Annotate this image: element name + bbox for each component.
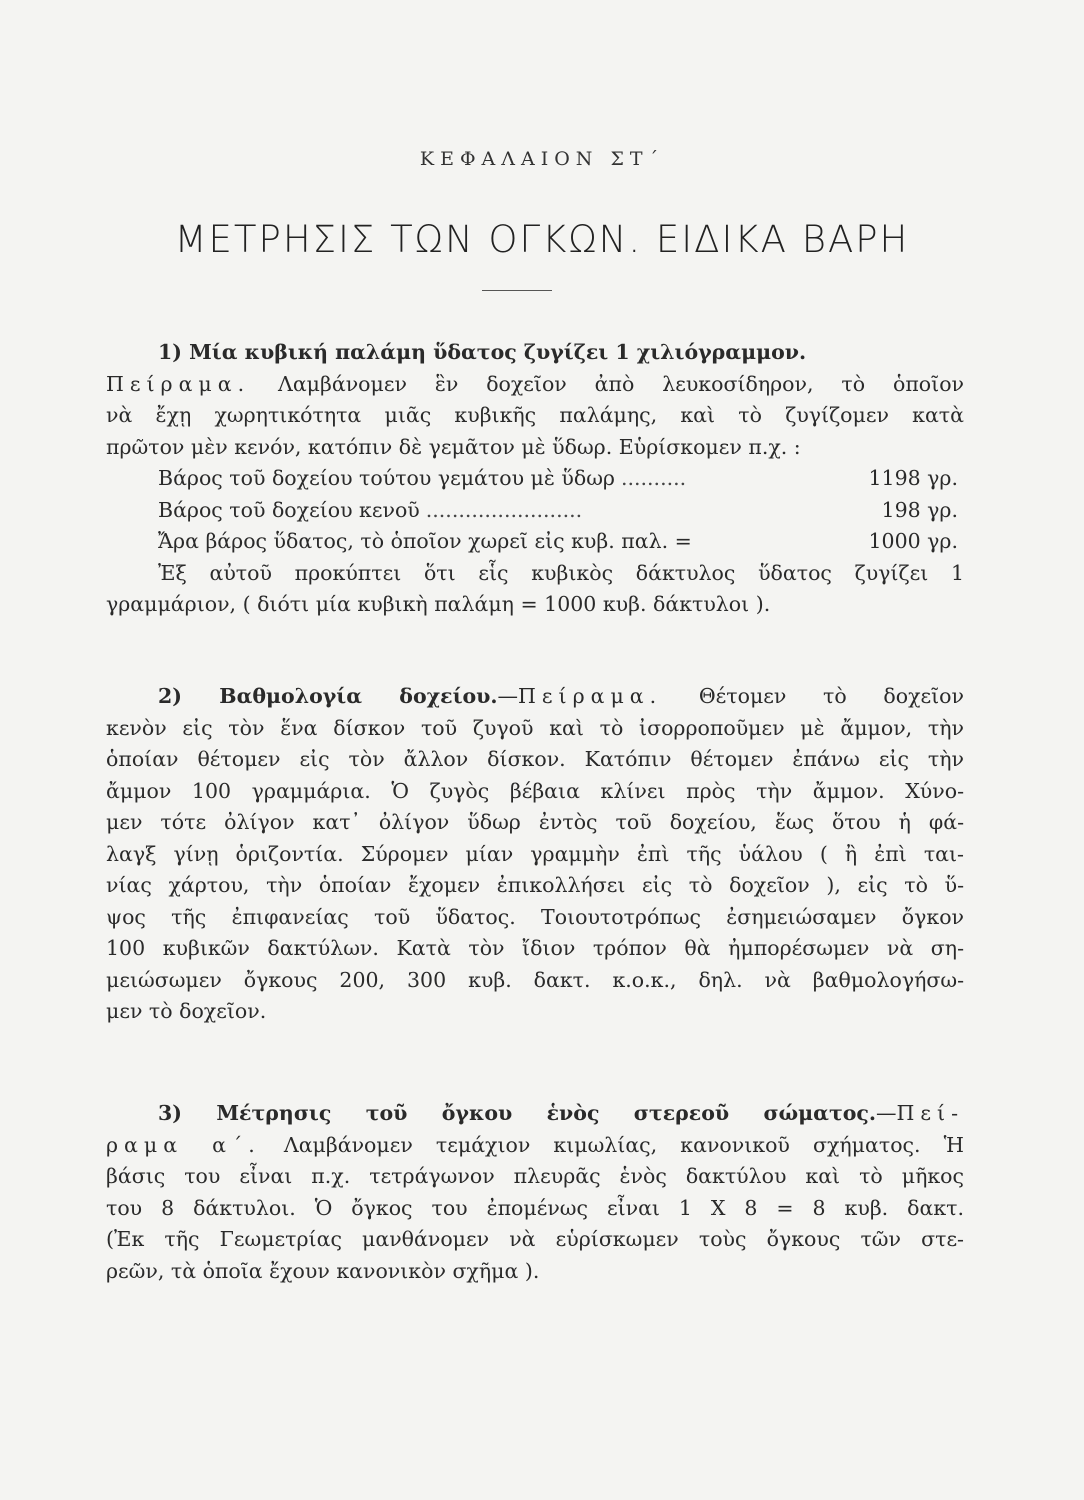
section-2-line: ὁποίαν θέτομεν εἰς τὸν ἄλλον δίσκον. Κατόπιν θέτομεν ἐπάνω εἰς τὴν [106, 747, 964, 771]
weight-row-full: Βάρος τοῦ δοχείου τούτου γεμάτου μὲ ὕδωρ .......... 1198 γρ. [158, 466, 958, 490]
section-2-line: νίας χάρτου, τὴν ὁποίαν ἔχομεν ἐπικολλήσει εἰς τὸ δοχεῖον ), εἰς τὸ ὕ- [106, 873, 964, 897]
section-2-line: λαγξ γίνῃ ὁριζοντία. Σύρομεν μίαν γραμμὴν ἐπὶ τῆς ὑάλου ( ἢ ἐπὶ ται- [106, 841, 964, 866]
section-3-line: ρεῶν, τὰ ὁποῖα ἔχουν κανονικὸν σχῆμα ). [106, 1258, 540, 1283]
section-3-heading: 3) Μέτρησις τοῦ ὄγκου ἑνὸς στερεοῦ σώματος.—Πεί- [158, 1101, 964, 1125]
section-3-line: του 8 δάκτυλοι. Ὁ ὄγκος του ἐπομένως εἶναι 1 Χ 8 = 8 κυβ. δακτ. [106, 1195, 964, 1220]
section-2-line: μεν τότε ὀλίγον κατ᾽ ὀλίγον ὕδωρ ἐντὸς τοῦ δοχείου, ἕως ὅτου ἡ φά- [106, 810, 964, 834]
section-2-line: ἄμμον 100 γραμμάρια. Ὁ ζυγὸς βέβαια κλίνει πρὸς τὴν ἄμμον. Χύνο- [106, 778, 964, 803]
section-3-line: ραμα α΄. Λαμβάνομεν τεμάχιον κιμωλίας, κανονικοῦ σχήματος. Ἡ [106, 1132, 964, 1157]
chapter-title: ΜΕΤΡΗΣΙΣ ΤΩΝ ΟΓΚΩΝ. ΕΙΔΙΚΑ ΒΑΡΗ [174, 218, 910, 261]
section-3-line: (Ἐκ τῆς Γεωμετρίας μανθάνομεν νὰ εὑρίσκωμεν τοὺς ὄγκους τῶν στε- [106, 1227, 964, 1251]
section-1-line: πρῶτον μὲν κενόν, κατόπιν δὲ γεμᾶτον μὲ ὕδωρ. Εὑρίσκομεν π.χ. : [106, 434, 801, 459]
section-3-line: βάσις του εἶναι π.χ. τετράγωνον πλευρᾶς ἑνὸς δακτύλου καὶ τὸ μῆκος [106, 1164, 964, 1188]
section-1-line: νὰ ἔχῃ χωρητικότητα μιᾶς κυβικῆς παλάμης, καὶ τὸ ζυγίζομεν κατὰ [106, 403, 964, 427]
section-2-heading: 2) Βαθμολογία δοχείου.—Πείραμα. Θέτομεν τὸ δοχεῖον [158, 684, 964, 708]
section-3 [106, 1098, 964, 1287]
section-2 [106, 681, 964, 1028]
weight-row-water: Ἄρα βάρος ὕδατος, τὸ ὁποῖον χωρεῖ εἰς κυβ. παλ. = 1000 γρ. [158, 529, 958, 553]
section-1-line: Πείραμα. Λαμβάνομεν ἓν δοχεῖον ἀπὸ λευκοσίδηρον, τὸ ὁποῖον [106, 371, 964, 396]
section-2-line: μεν τὸ δοχεῖον. [106, 999, 267, 1023]
section-1-heading: 1) Μία κυβική παλάμη ὕδατος ζυγίζει 1 χιλιόγραμμον. [158, 340, 807, 364]
section-2-line: κενὸν εἰς τὸν ἕνα δίσκον τοῦ ζυγοῦ καὶ τὸ ἰσορροποῦμεν μὲ ἄμμον, τὴν [106, 715, 964, 740]
title-divider [482, 290, 552, 291]
section-2-line: 100 κυβικῶν δακτύλων. Κατὰ τὸν ἴδιον τρόπον θὰ ἠμπορέσωμεν νὰ ση- [106, 936, 964, 960]
section-1-line: γραμμάριον, ( διότι μία κυβικὴ παλάμη = 1000 κυβ. δάκτυλοι ). [106, 592, 771, 616]
section-2-line: μειώσωμεν ὄγκους 200, 300 κυβ. δακτ. κ.ο.κ., δηλ. νὰ βαθμολογήσω- [106, 967, 964, 992]
section-1 [106, 337, 964, 621]
chapter-label: ΚΕΦΑΛΑΙΟΝ ΣΤ΄ [419, 148, 665, 170]
section-2-line: ψος τῆς ἐπιφανείας τοῦ ὕδατος. Τοιουτοτρόπως ἐσημειώσαμεν ὄγκον [106, 904, 964, 929]
weight-row-empty: Βάρος τοῦ δοχείου κενοῦ ........................ 198 γρ. [158, 497, 958, 522]
section-1-line: Ἐξ αὐτοῦ προκύπτει ὅτι εἷς κυβικὸς δάκτυλος ὕδατος ζυγίζει 1 [158, 560, 964, 585]
